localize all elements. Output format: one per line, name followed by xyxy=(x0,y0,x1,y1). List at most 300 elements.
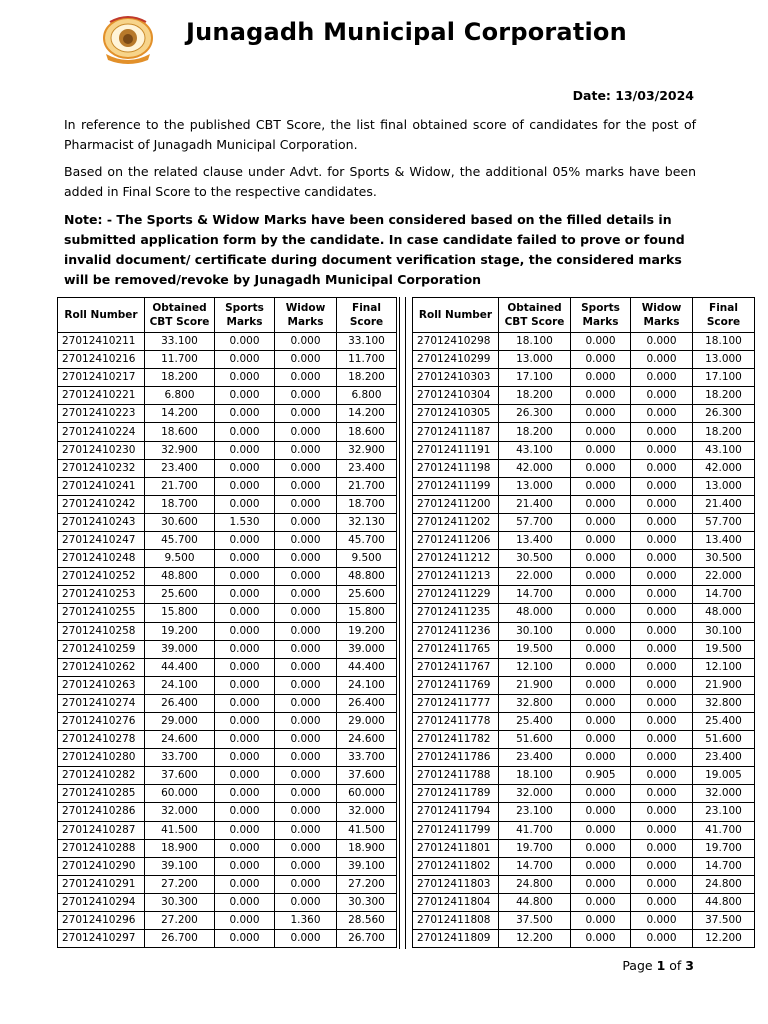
table-row xyxy=(413,604,755,622)
header-cbt-score: Obtained CBT Score xyxy=(499,298,571,333)
table-row xyxy=(58,857,397,875)
roll-number-cell: 27012411191 xyxy=(413,441,499,459)
cbt-score-cell: 21.900 xyxy=(499,676,571,694)
table-row xyxy=(413,513,755,531)
final-score-cell: 44.400 xyxy=(337,658,397,676)
cbt-score-cell: 18.200 xyxy=(145,369,215,387)
widow-marks-cell: 0.000 xyxy=(631,785,693,803)
roll-number-cell: 27012411803 xyxy=(413,875,499,893)
roll-number-cell: 27012410259 xyxy=(58,640,145,658)
sports-marks-cell: 0.000 xyxy=(571,333,631,351)
widow-marks-cell: 0.000 xyxy=(275,875,337,893)
cbt-score-cell: 32.000 xyxy=(145,803,215,821)
widow-marks-cell: 0.000 xyxy=(275,821,337,839)
sports-marks-cell: 0.000 xyxy=(571,712,631,730)
scores-table-right xyxy=(412,297,755,948)
final-score-cell: 26.300 xyxy=(693,405,755,423)
widow-marks-cell: 0.000 xyxy=(275,532,337,550)
cbt-score-cell: 14.700 xyxy=(499,857,571,875)
sports-marks-cell: 0.000 xyxy=(215,405,275,423)
roll-number-cell: 27012411782 xyxy=(413,731,499,749)
final-score-cell: 18.700 xyxy=(337,495,397,513)
sports-marks-cell: 0.000 xyxy=(571,351,631,369)
cbt-score-cell: 42.000 xyxy=(499,459,571,477)
widow-marks-cell: 0.000 xyxy=(275,622,337,640)
table-row xyxy=(413,405,755,423)
scores-table-right-body xyxy=(413,333,755,948)
cbt-score-cell: 29.000 xyxy=(145,712,215,730)
widow-marks-cell: 0.000 xyxy=(631,712,693,730)
sports-marks-cell: 0.000 xyxy=(571,731,631,749)
roll-number-cell: 27012410241 xyxy=(58,477,145,495)
table-row xyxy=(58,821,397,839)
roll-number-cell: 27012410263 xyxy=(58,676,145,694)
widow-marks-cell: 0.000 xyxy=(275,731,337,749)
final-score-cell: 26.400 xyxy=(337,694,397,712)
table-row xyxy=(58,912,397,930)
cbt-score-cell: 41.700 xyxy=(499,821,571,839)
widow-marks-cell: 0.000 xyxy=(631,803,693,821)
table-row xyxy=(413,658,755,676)
sports-marks-cell: 0.000 xyxy=(215,387,275,405)
table-row xyxy=(413,423,755,441)
roll-number-cell: 27012410223 xyxy=(58,405,145,423)
roll-number-cell: 27012410288 xyxy=(58,839,145,857)
final-score-cell: 19.500 xyxy=(693,640,755,658)
widow-marks-cell: 0.000 xyxy=(275,604,337,622)
final-score-cell: 18.200 xyxy=(693,423,755,441)
widow-marks-cell: 0.000 xyxy=(275,839,337,857)
table-row xyxy=(58,839,397,857)
final-score-cell: 14.700 xyxy=(693,586,755,604)
roll-number-cell: 27012410291 xyxy=(58,875,145,893)
column-separator-left xyxy=(399,297,400,949)
table-row xyxy=(58,731,397,749)
cbt-score-cell: 24.100 xyxy=(145,676,215,694)
widow-marks-cell: 0.000 xyxy=(631,875,693,893)
widow-marks-cell: 0.000 xyxy=(631,532,693,550)
cbt-score-cell: 57.700 xyxy=(499,513,571,531)
final-score-cell: 37.600 xyxy=(337,767,397,785)
roll-number-cell: 27012410255 xyxy=(58,604,145,622)
sports-marks-cell: 0.000 xyxy=(215,441,275,459)
roll-number-cell: 27012410230 xyxy=(58,441,145,459)
widow-marks-cell: 0.000 xyxy=(631,749,693,767)
cbt-score-cell: 18.100 xyxy=(499,767,571,785)
final-score-cell: 19.700 xyxy=(693,839,755,857)
cbt-score-cell: 30.300 xyxy=(145,893,215,911)
final-score-cell: 21.400 xyxy=(693,495,755,513)
widow-marks-cell: 0.000 xyxy=(275,767,337,785)
table-row xyxy=(58,893,397,911)
roll-number-cell: 27012410303 xyxy=(413,369,499,387)
final-score-cell: 30.100 xyxy=(693,622,755,640)
widow-marks-cell: 0.000 xyxy=(631,912,693,930)
organization-title: Junagadh Municipal Corporation xyxy=(186,18,627,46)
final-score-cell: 15.800 xyxy=(337,604,397,622)
widow-marks-cell: 0.000 xyxy=(631,694,693,712)
roll-number-cell: 27012411778 xyxy=(413,712,499,730)
widow-marks-cell: 0.000 xyxy=(631,513,693,531)
cbt-score-cell: 17.100 xyxy=(499,369,571,387)
final-score-cell: 14.700 xyxy=(693,857,755,875)
roll-number-cell: 27012410282 xyxy=(58,767,145,785)
sports-marks-cell: 0.000 xyxy=(571,857,631,875)
final-score-cell: 30.500 xyxy=(693,550,755,568)
table-row xyxy=(413,568,755,586)
cbt-score-cell: 23.100 xyxy=(499,803,571,821)
roll-number-cell: 27012411808 xyxy=(413,912,499,930)
widow-marks-cell: 0.000 xyxy=(275,676,337,694)
sports-marks-cell: 0.905 xyxy=(571,767,631,785)
widow-marks-cell: 0.000 xyxy=(275,857,337,875)
final-score-cell: 48.000 xyxy=(693,604,755,622)
sports-marks-cell: 0.000 xyxy=(215,694,275,712)
cbt-score-cell: 19.700 xyxy=(499,839,571,857)
table-row xyxy=(58,785,397,803)
final-score-cell: 39.100 xyxy=(337,857,397,875)
roll-number-cell: 27012410274 xyxy=(58,694,145,712)
cbt-score-cell: 21.700 xyxy=(145,477,215,495)
final-score-cell: 42.000 xyxy=(693,459,755,477)
roll-number-cell: 27012410298 xyxy=(413,333,499,351)
roll-number-cell: 27012410294 xyxy=(58,893,145,911)
roll-number-cell: 27012410287 xyxy=(58,821,145,839)
final-score-cell: 39.000 xyxy=(337,640,397,658)
roll-number-cell: 27012410286 xyxy=(58,803,145,821)
roll-number-cell: 27012411200 xyxy=(413,495,499,513)
roll-number-cell: 27012410211 xyxy=(58,333,145,351)
table-row xyxy=(413,622,755,640)
roll-number-cell: 27012411801 xyxy=(413,839,499,857)
page-total: 3 xyxy=(685,958,694,973)
widow-marks-cell: 0.000 xyxy=(275,930,337,948)
header-roll-number: Roll Number xyxy=(413,298,499,333)
widow-marks-cell: 0.000 xyxy=(631,387,693,405)
table-row xyxy=(58,351,397,369)
final-score-cell: 33.700 xyxy=(337,749,397,767)
roll-number-cell: 27012411769 xyxy=(413,676,499,694)
cbt-score-cell: 41.500 xyxy=(145,821,215,839)
sports-marks-cell: 0.000 xyxy=(571,550,631,568)
table-row xyxy=(58,477,397,495)
widow-marks-cell: 0.000 xyxy=(631,423,693,441)
roll-number-cell: 27012411236 xyxy=(413,622,499,640)
widow-marks-cell: 0.000 xyxy=(631,441,693,459)
sports-marks-cell: 0.000 xyxy=(571,694,631,712)
table-row xyxy=(413,912,755,930)
roll-number-cell: 27012410252 xyxy=(58,568,145,586)
final-score-cell: 32.130 xyxy=(337,513,397,531)
table-row xyxy=(58,604,397,622)
table-row xyxy=(413,694,755,712)
table-row xyxy=(58,640,397,658)
sports-marks-cell: 0.000 xyxy=(571,930,631,948)
sports-marks-cell: 0.000 xyxy=(215,749,275,767)
sports-marks-cell: 0.000 xyxy=(571,459,631,477)
roll-number-cell: 27012411789 xyxy=(413,785,499,803)
table-row xyxy=(58,803,397,821)
final-score-cell: 18.100 xyxy=(693,333,755,351)
final-score-cell: 18.200 xyxy=(693,387,755,405)
sports-marks-cell: 0.000 xyxy=(571,477,631,495)
cbt-score-cell: 44.400 xyxy=(145,658,215,676)
sports-marks-cell: 0.000 xyxy=(215,930,275,948)
widow-marks-cell: 0.000 xyxy=(631,586,693,604)
table-row xyxy=(58,495,397,513)
roll-number-cell: 27012410296 xyxy=(58,912,145,930)
sports-marks-cell: 0.000 xyxy=(215,731,275,749)
final-score-cell: 30.300 xyxy=(337,893,397,911)
sports-marks-cell: 0.000 xyxy=(571,369,631,387)
roll-number-cell: 27012410224 xyxy=(58,423,145,441)
sports-marks-cell: 0.000 xyxy=(215,857,275,875)
final-score-cell: 12.100 xyxy=(693,658,755,676)
widow-marks-cell: 0.000 xyxy=(275,893,337,911)
roll-number-cell: 27012411765 xyxy=(413,640,499,658)
table-row xyxy=(413,586,755,604)
final-score-cell: 45.700 xyxy=(337,532,397,550)
table-row xyxy=(413,495,755,513)
table-row xyxy=(58,586,397,604)
table-row xyxy=(413,459,755,477)
cbt-score-cell: 23.400 xyxy=(145,459,215,477)
final-score-cell: 26.700 xyxy=(337,930,397,948)
widow-marks-cell: 0.000 xyxy=(275,423,337,441)
sports-marks-cell: 0.000 xyxy=(215,495,275,513)
sports-marks-cell: 0.000 xyxy=(571,441,631,459)
cbt-score-cell: 24.600 xyxy=(145,731,215,749)
widow-marks-cell: 0.000 xyxy=(631,857,693,875)
table-row xyxy=(58,369,397,387)
final-score-cell: 18.200 xyxy=(337,369,397,387)
widow-marks-cell: 0.000 xyxy=(631,405,693,423)
municipal-seal-logo xyxy=(100,14,156,66)
sports-marks-cell: 0.000 xyxy=(215,785,275,803)
sports-marks-cell: 0.000 xyxy=(215,912,275,930)
roll-number-cell: 27012411786 xyxy=(413,749,499,767)
final-score-cell: 48.800 xyxy=(337,568,397,586)
table-row xyxy=(58,676,397,694)
widow-marks-cell: 0.000 xyxy=(631,369,693,387)
final-score-cell: 37.500 xyxy=(693,912,755,930)
final-score-cell: 24.800 xyxy=(693,875,755,893)
sports-marks-cell: 0.000 xyxy=(571,676,631,694)
cbt-score-cell: 27.200 xyxy=(145,912,215,930)
final-score-cell: 23.400 xyxy=(337,459,397,477)
sports-marks-cell: 0.000 xyxy=(571,532,631,550)
roll-number-cell: 27012411799 xyxy=(413,821,499,839)
widow-marks-cell: 0.000 xyxy=(631,640,693,658)
sports-marks-cell: 0.000 xyxy=(215,658,275,676)
cbt-score-cell: 39.000 xyxy=(145,640,215,658)
table-row xyxy=(413,930,755,948)
final-score-cell: 23.100 xyxy=(693,803,755,821)
table-row xyxy=(58,622,397,640)
sports-marks-cell: 0.000 xyxy=(215,839,275,857)
final-score-cell: 32.000 xyxy=(693,785,755,803)
cbt-score-cell: 12.100 xyxy=(499,658,571,676)
sports-marks-cell: 0.000 xyxy=(571,912,631,930)
final-score-cell: 19.005 xyxy=(693,767,755,785)
roll-number-cell: 27012410243 xyxy=(58,513,145,531)
widow-marks-cell: 0.000 xyxy=(631,731,693,749)
sports-marks-cell: 0.000 xyxy=(571,749,631,767)
sports-marks-cell: 0.000 xyxy=(215,875,275,893)
sports-marks-cell: 0.000 xyxy=(571,423,631,441)
widow-marks-cell: 0.000 xyxy=(631,839,693,857)
sports-marks-cell: 0.000 xyxy=(571,568,631,586)
final-score-cell: 13.400 xyxy=(693,532,755,550)
table-row xyxy=(413,875,755,893)
cbt-score-cell: 27.200 xyxy=(145,875,215,893)
widow-marks-cell: 0.000 xyxy=(275,459,337,477)
final-score-cell: 27.200 xyxy=(337,875,397,893)
cbt-score-cell: 22.000 xyxy=(499,568,571,586)
cbt-score-cell: 37.500 xyxy=(499,912,571,930)
page-label: Page xyxy=(622,958,653,973)
table-row xyxy=(58,441,397,459)
final-score-cell: 24.100 xyxy=(337,676,397,694)
final-score-cell: 43.100 xyxy=(693,441,755,459)
roll-number-cell: 27012411213 xyxy=(413,568,499,586)
cbt-score-cell: 11.700 xyxy=(145,351,215,369)
sports-marks-cell: 0.000 xyxy=(215,893,275,911)
sports-marks-cell: 0.000 xyxy=(215,604,275,622)
table-header-row xyxy=(413,298,755,333)
cbt-score-cell: 37.600 xyxy=(145,767,215,785)
cbt-score-cell: 18.700 xyxy=(145,495,215,513)
cbt-score-cell: 14.200 xyxy=(145,405,215,423)
widow-marks-cell: 0.000 xyxy=(275,495,337,513)
table-row xyxy=(413,477,755,495)
sports-marks-cell: 0.000 xyxy=(215,459,275,477)
cbt-score-cell: 13.400 xyxy=(499,532,571,550)
sports-marks-cell: 0.000 xyxy=(215,767,275,785)
sports-marks-cell: 0.000 xyxy=(571,821,631,839)
table-row xyxy=(58,333,397,351)
widow-marks-cell: 0.000 xyxy=(275,568,337,586)
final-score-cell: 13.000 xyxy=(693,351,755,369)
table-row xyxy=(413,550,755,568)
cbt-score-cell: 13.000 xyxy=(499,351,571,369)
table-row xyxy=(58,712,397,730)
final-score-cell: 13.000 xyxy=(693,477,755,495)
header-cbt-score: Obtained CBT Score xyxy=(145,298,215,333)
final-score-cell: 21.900 xyxy=(693,676,755,694)
roll-number-cell: 27012411202 xyxy=(413,513,499,531)
widow-marks-cell: 0.000 xyxy=(631,676,693,694)
sports-marks-cell: 0.000 xyxy=(571,839,631,857)
final-score-cell: 17.100 xyxy=(693,369,755,387)
roll-number-cell: 27012410232 xyxy=(58,459,145,477)
sports-marks-cell: 0.000 xyxy=(571,658,631,676)
cbt-score-cell: 19.500 xyxy=(499,640,571,658)
cbt-score-cell: 18.200 xyxy=(499,423,571,441)
final-score-cell: 32.000 xyxy=(337,803,397,821)
roll-number-cell: 27012410285 xyxy=(58,785,145,803)
table-row xyxy=(413,387,755,405)
final-score-cell: 14.200 xyxy=(337,405,397,423)
sports-marks-cell: 0.000 xyxy=(215,622,275,640)
widow-marks-cell: 0.000 xyxy=(275,333,337,351)
roll-number-cell: 27012411767 xyxy=(413,658,499,676)
widow-marks-cell: 1.360 xyxy=(275,912,337,930)
widow-marks-cell: 0.000 xyxy=(631,893,693,911)
roll-number-cell: 27012410242 xyxy=(58,495,145,513)
cbt-score-cell: 24.800 xyxy=(499,875,571,893)
note-paragraph: Note: - The Sports & Widow Marks have been considered based on the filled details in submitted application form by the candidate. In case candidate failed to prove or found invalid document/ certificate during document verification stage, the considered marks will be removed/revoke by Junagadh Municipal Corporation xyxy=(64,212,685,287)
cbt-score-cell: 21.400 xyxy=(499,495,571,513)
sports-marks-cell: 0.000 xyxy=(215,532,275,550)
page-of: of xyxy=(669,958,682,973)
cbt-score-cell: 44.800 xyxy=(499,893,571,911)
widow-marks-cell: 0.000 xyxy=(631,622,693,640)
final-score-cell: 57.700 xyxy=(693,513,755,531)
table-row xyxy=(413,857,755,875)
cbt-score-cell: 32.900 xyxy=(145,441,215,459)
table-row xyxy=(413,676,755,694)
widow-marks-cell: 0.000 xyxy=(631,767,693,785)
widow-marks-cell: 0.000 xyxy=(631,604,693,622)
final-score-cell: 23.400 xyxy=(693,749,755,767)
sports-marks-cell: 0.000 xyxy=(215,550,275,568)
page-current: 1 xyxy=(656,958,666,973)
cbt-score-cell: 15.800 xyxy=(145,604,215,622)
cbt-score-cell: 60.000 xyxy=(145,785,215,803)
widow-marks-cell: 0.000 xyxy=(275,658,337,676)
table-row xyxy=(413,441,755,459)
widow-marks-cell: 0.000 xyxy=(275,640,337,658)
final-score-cell: 41.500 xyxy=(337,821,397,839)
widow-marks-cell: 0.000 xyxy=(631,658,693,676)
table-row xyxy=(413,532,755,550)
sports-marks-cell: 0.000 xyxy=(215,477,275,495)
table-row xyxy=(58,459,397,477)
scores-table-left xyxy=(57,297,397,948)
cbt-score-cell: 32.800 xyxy=(499,694,571,712)
sports-marks-cell: 0.000 xyxy=(571,513,631,531)
final-score-cell: 29.000 xyxy=(337,712,397,730)
final-score-cell: 32.900 xyxy=(337,441,397,459)
cbt-score-cell: 19.200 xyxy=(145,622,215,640)
table-row xyxy=(58,550,397,568)
table-row xyxy=(413,640,755,658)
scores-table-left-body xyxy=(58,333,397,948)
final-score-cell: 33.100 xyxy=(337,333,397,351)
cbt-score-cell: 51.600 xyxy=(499,731,571,749)
widow-marks-cell: 0.000 xyxy=(275,369,337,387)
final-score-cell: 11.700 xyxy=(337,351,397,369)
widow-marks-cell: 0.000 xyxy=(275,351,337,369)
cbt-score-cell: 30.500 xyxy=(499,550,571,568)
roll-number-cell: 27012410221 xyxy=(58,387,145,405)
sports-marks-cell: 0.000 xyxy=(215,803,275,821)
widow-marks-cell: 0.000 xyxy=(275,441,337,459)
cbt-score-cell: 33.100 xyxy=(145,333,215,351)
final-score-cell: 9.500 xyxy=(337,550,397,568)
widow-marks-cell: 0.000 xyxy=(275,694,337,712)
roll-number-cell: 27012411777 xyxy=(413,694,499,712)
table-row xyxy=(58,767,397,785)
table-row xyxy=(58,568,397,586)
widow-marks-cell: 0.000 xyxy=(631,477,693,495)
roll-number-cell: 27012411198 xyxy=(413,459,499,477)
roll-number-cell: 27012410305 xyxy=(413,405,499,423)
widow-marks-cell: 0.000 xyxy=(275,550,337,568)
header-sports-marks: Sports Marks xyxy=(215,298,275,333)
cbt-score-cell: 14.700 xyxy=(499,586,571,604)
